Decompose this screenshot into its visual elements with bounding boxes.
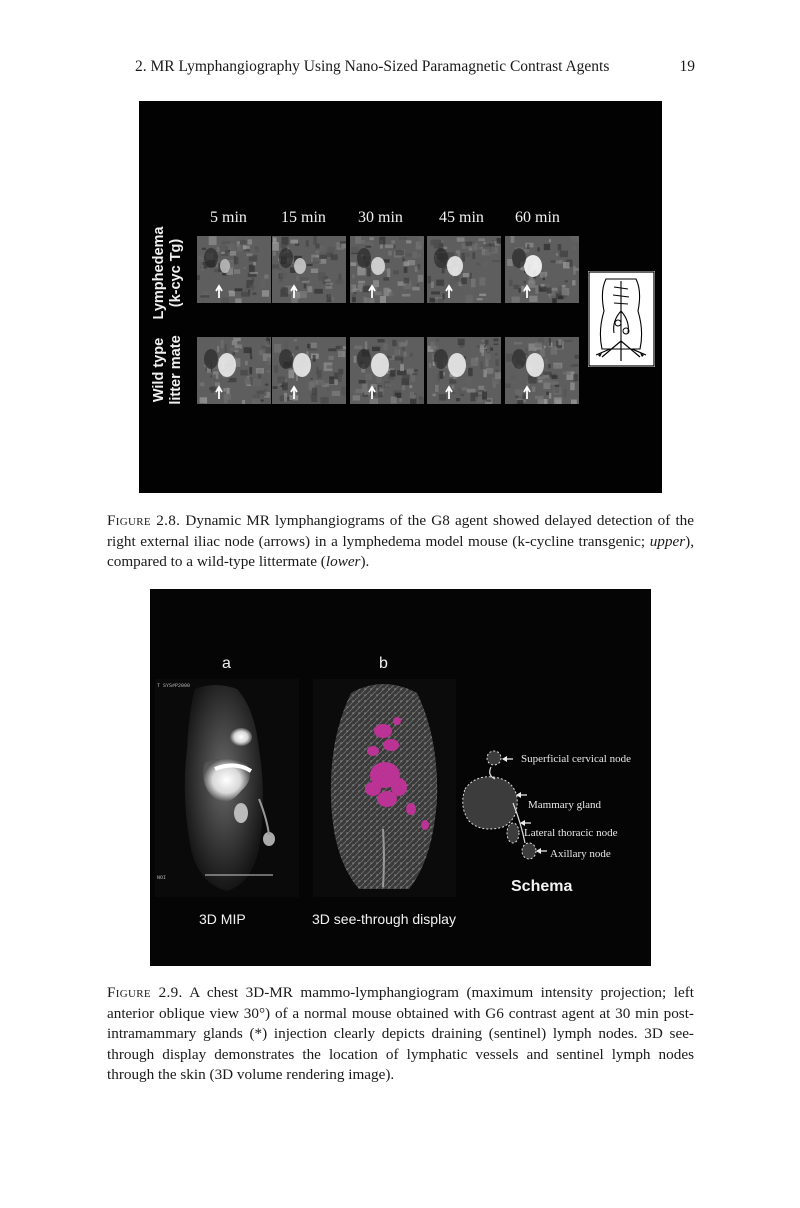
mr-image-tile (272, 337, 346, 404)
time-label: 30 min (358, 209, 403, 226)
svg-text:NOI: NOI (157, 875, 167, 881)
figure-2-8-caption (107, 511, 694, 573)
panel-b-label: b (379, 655, 388, 672)
time-label: 5 min (210, 209, 247, 226)
row-label-line: Wild type (151, 337, 167, 403)
mr-image-tile (350, 236, 424, 303)
row-label-lymphedema (151, 218, 185, 328)
node-label: Superficial cervical node (521, 753, 631, 765)
mr-image-tile (505, 236, 579, 303)
mr-image-tile (427, 236, 501, 303)
page-number: 19 (679, 58, 695, 75)
mip-panel (155, 679, 299, 897)
mr-image-tile (197, 337, 271, 404)
mouse-lymph-schematic (588, 271, 655, 367)
time-label: 45 min (439, 209, 484, 226)
figure-number: Figure 2.9. (107, 984, 183, 1001)
figure-2-9-caption (107, 983, 694, 1086)
figure-2-9-image (150, 589, 651, 966)
mr-image-tile (427, 337, 501, 404)
caption-text: ). (360, 553, 370, 571)
mr-image-tile (505, 337, 579, 404)
running-header (135, 58, 695, 82)
running-title: 2. MR Lymphangiography Using Nano-Sized Paramagnetic Contrast Agents (135, 58, 610, 75)
row-label-line: Lymphedema (151, 226, 167, 320)
svg-text:T SYS#P2000: T SYS#P2000 (157, 683, 191, 689)
caption-text: Dynamic MR lymphangiograms of the G8 agent showed delayed detection of the right external iliac node (arrows) in a lymphedema model mouse (k-cycline transgenic; (107, 512, 695, 550)
caption-text: ), compared to a wild-type littermate ( (107, 532, 694, 571)
caption-italic: upper (649, 532, 686, 550)
time-label: 15 min (281, 209, 326, 226)
figure-number: Figure 2.8. (107, 512, 181, 529)
caption-italic: lower (325, 553, 361, 571)
figure-2-8-image (139, 101, 662, 493)
row-label-wild-type (151, 315, 185, 425)
mr-image-tile (197, 236, 271, 303)
mr-image-tile (272, 236, 346, 303)
mr-image-tile (350, 337, 424, 404)
node-label: Axillary node (550, 848, 611, 860)
node-label: Mammary gland (528, 799, 602, 811)
caption-text: A chest 3D-MR mammo-lymphangiogram (maximum intensity projection; left anterior oblique view 30°) of a normal mouse obtained with G6 contrast agent at 30 min post-intramammary glands (*) injection clearly depicts draining (sentinel) lymph nodes. 3D see-through display demonstrates the location of lymphatic vessels and sentinel lymph nodes through the skin (3D volume rendering image). (107, 984, 694, 1084)
row-label-line: litter mate (168, 335, 184, 405)
time-label: 60 min (515, 209, 560, 226)
panel-a-label: a (222, 655, 231, 672)
node-label: Lateral thoracic node (524, 827, 618, 839)
panel-b-caption: 3D see-through display (312, 911, 456, 927)
row-label-line: (k-cyc Tg) (168, 238, 184, 308)
see-through-panel (313, 679, 456, 897)
schema-title: Schema (511, 878, 573, 895)
panel-a-caption: 3D MIP (199, 911, 246, 927)
